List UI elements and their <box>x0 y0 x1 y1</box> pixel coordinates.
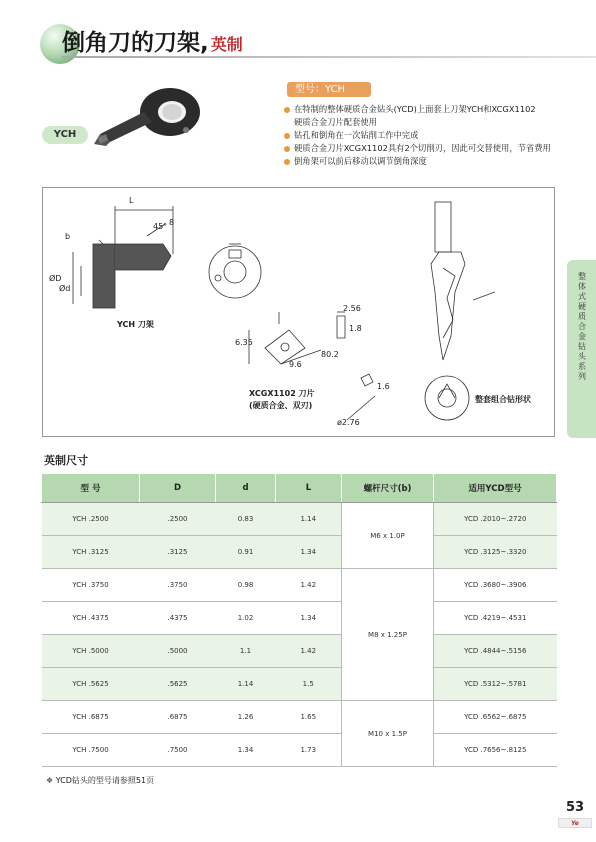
dim-D: ØD <box>49 274 62 283</box>
dim-d: Ød <box>59 284 71 293</box>
assembly-caption: 整套组合钻形状 <box>475 395 531 404</box>
page-title-sub: 英制 <box>210 35 243 54</box>
dim-276: ø2.76 <box>337 418 360 427</box>
dim-96: 9.6 <box>289 360 302 369</box>
table-row: YCH .2500 .2500 0.83 1.14 M6 x 1.0P YCD .2010~.2720 <box>42 503 557 536</box>
table-row: YCH .5625 .5625 1.14 1.5 YCD .5312~.5781 <box>42 668 557 701</box>
insert-caption-line2: (硬质合金、双刃) <box>249 401 313 410</box>
footnote <box>46 775 154 786</box>
dim-18: 1.8 <box>349 324 362 333</box>
table-row: YCH .5000 .5000 1.1 1.42 YCD .4844~.5156 <box>42 635 557 668</box>
dim-16: 1.6 <box>377 382 390 391</box>
col-header-d: d <box>216 474 276 503</box>
feature-item: 钻孔和倒角在一次钻削工作中完成 <box>284 129 574 142</box>
title-underline <box>62 56 596 58</box>
col-header-D: D <box>140 474 216 503</box>
bullet-icon <box>284 133 290 139</box>
feature-item: 硬质合金刀片配套使用 <box>294 117 377 127</box>
footnote-text: YCD钻头的型号请参照51页 <box>55 776 155 785</box>
model-tag: YCH <box>42 126 88 144</box>
col-header-thread: 螺杆尺寸(b) <box>342 474 434 503</box>
col-header-ycd: 适用YCD型号 <box>434 474 557 503</box>
dim-802: 80.2 <box>321 350 339 359</box>
insert-caption-line1: XCGX1102 刀片 <box>249 389 315 398</box>
table-row: YCH .4375 .4375 1.02 1.34 YCD .4219~.4531 <box>42 602 557 635</box>
thread-cell: M10 x 1.5P <box>342 701 434 767</box>
bullet-icon <box>284 159 290 165</box>
dim-L: L <box>129 196 134 205</box>
section-title: 英制尺寸 <box>44 454 88 467</box>
dim-45: 45° <box>153 222 168 231</box>
spec-table <box>41 473 557 767</box>
thread-cell: M6 x 1.0P <box>342 503 434 569</box>
bullet-icon <box>284 107 290 113</box>
table-row: YCH .3750 .3750 0.98 1.42 M8 x 1.25P YCD .3680~.3906 <box>42 569 557 602</box>
feature-item: 硬质合金刀片XCGX1102具有2个切削刃，因此可交替使用，节省费用 <box>284 142 574 155</box>
table-row: YCH .3125 .3125 0.91 1.34 YCD .3125~.3320 <box>42 536 557 569</box>
dim-b: b <box>65 232 71 241</box>
feature-item: 在特制的整体硬质合金钻头(YCD)上面套上刀架YCH和XCGX1102 <box>284 103 574 116</box>
page-title <box>62 24 243 57</box>
brand-logo: Ye <box>558 818 592 828</box>
col-header-model: 型 号 <box>42 474 140 503</box>
page-number: 53 <box>565 800 585 815</box>
feature-item: 倒角架可以前后移动以调节倒角深度 <box>284 155 574 168</box>
table-header-row <box>42 474 557 503</box>
footnote-mark-icon: ❖ <box>46 776 54 785</box>
thread-cell: M8 x 1.25P <box>342 569 434 701</box>
product-photo <box>92 82 212 152</box>
side-tab-label: 整体式硬质合金钻头系列 <box>578 272 586 381</box>
feature-list <box>284 103 574 168</box>
technical-drawing <box>42 187 555 437</box>
page-title-main: 倒角刀的刀架, <box>62 30 209 56</box>
holder-caption: YCH 刀架 <box>117 320 154 329</box>
dim-256: 2.56 <box>343 304 361 313</box>
dim-635: 6.35 <box>235 338 253 347</box>
side-tab <box>567 260 596 438</box>
type-banner: 型号：YCH <box>287 82 371 97</box>
dim-8: 8 <box>169 218 175 227</box>
table-row: YCH .7500 .7500 1.34 1.73 YCD .7656~.8125 <box>42 734 557 767</box>
bullet-icon <box>284 146 290 152</box>
col-header-L: L <box>276 474 342 503</box>
table-row: YCH .6875 .6875 1.26 1.65 M10 x 1.5P YCD .6562~.6875 <box>42 701 557 734</box>
